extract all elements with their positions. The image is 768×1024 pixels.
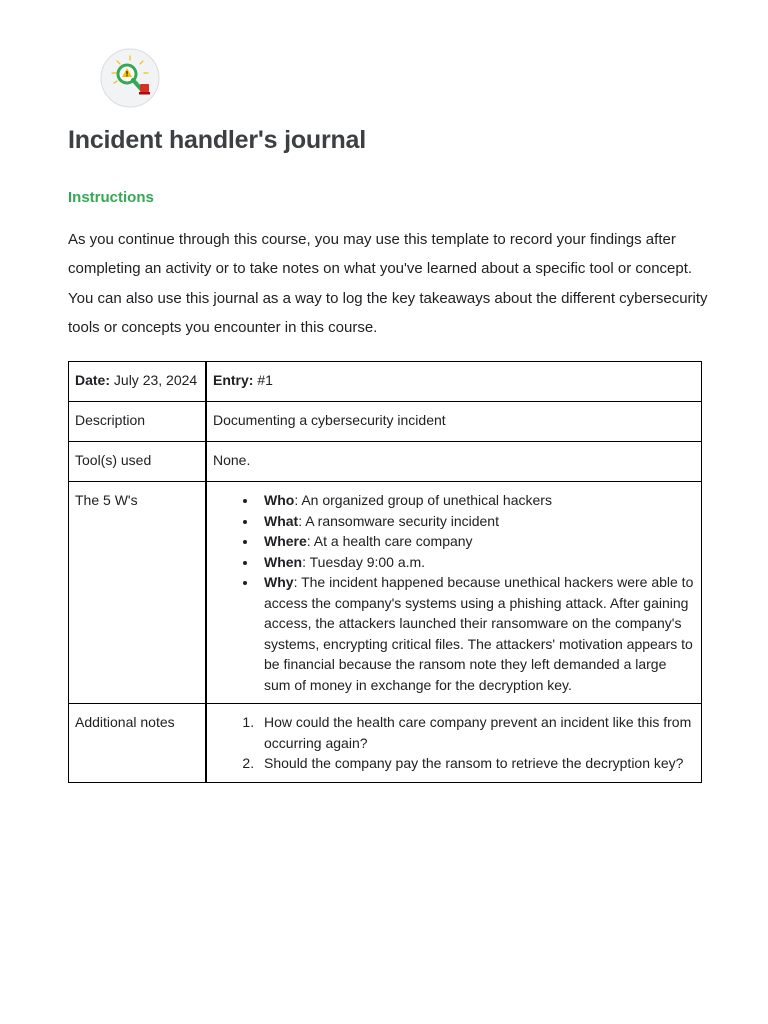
list-item: 1. How could the health care company prevent an incident like this from occurring again?	[258, 712, 695, 753]
w-text: : A ransomware security incident	[298, 512, 499, 529]
entry-label: Entry:	[213, 372, 254, 388]
table-row	[69, 482, 702, 704]
instructions-heading: Instructions	[68, 189, 154, 206]
w-text: : At a health care company	[306, 533, 473, 549]
date-cell	[69, 362, 207, 402]
magnifier-alert-icon	[100, 48, 160, 108]
list-item	[258, 572, 695, 695]
five-ws-cell	[206, 482, 702, 704]
w-term: Where	[264, 533, 307, 549]
date-label: Date:	[75, 372, 111, 388]
w-term: Why	[264, 574, 294, 590]
w-text: : An organized group of unethical hackers	[294, 492, 552, 508]
date-value: July 23, 2024	[110, 372, 198, 388]
list-item	[258, 531, 695, 552]
list-item: 2. Should the company pay the ransom to retrieve the decryption key?	[258, 753, 695, 774]
instructions-text: As you continue through this course, you may use this template to record your findings after completing an activity or to take notes on what you've learned about a specific tool or concept. You can also use this journal as a way to log the key takeaways about the different cybersecurity tools or concepts you encounter in this course.	[68, 231, 708, 336]
five-ws-list	[213, 490, 695, 695]
description-label: Description	[69, 402, 207, 442]
table-row	[69, 402, 702, 442]
table-row	[69, 704, 702, 783]
notes-cell	[206, 704, 702, 783]
w-text: : The incident happened because unethical hackers were able to access the company's systems using a phishing attack. After gaining access, the attackers launched their ransomware on the company's systems, encrypting critical files. The attackers' motivation appears to be financial because the ransom note they left demanded a large sum of money in exchange for the decryption key.	[264, 574, 694, 693]
list-item	[258, 511, 695, 532]
tools-label: Tool(s) used	[69, 442, 207, 482]
list-item	[258, 552, 695, 573]
w-term: When	[264, 553, 303, 570]
page-title: Incident handler's journal	[68, 126, 367, 154]
journal-table	[68, 361, 702, 783]
five-ws-label: The 5 W's	[69, 482, 207, 704]
list-item	[258, 490, 695, 511]
table-row	[69, 362, 702, 402]
w-text: : Tuesday 9:00 a.m.	[302, 553, 426, 570]
instructions-body	[68, 225, 708, 342]
table-row	[69, 442, 702, 482]
notes-list	[213, 712, 695, 774]
w-term: What	[264, 512, 299, 529]
w-term: Who	[264, 492, 295, 508]
entry-cell	[206, 362, 702, 402]
notes-label: Additional notes	[69, 704, 207, 783]
description-value: Documenting a cybersecurity incident	[206, 402, 702, 442]
tools-value: None.	[206, 442, 702, 482]
entry-value: #1	[253, 372, 273, 388]
